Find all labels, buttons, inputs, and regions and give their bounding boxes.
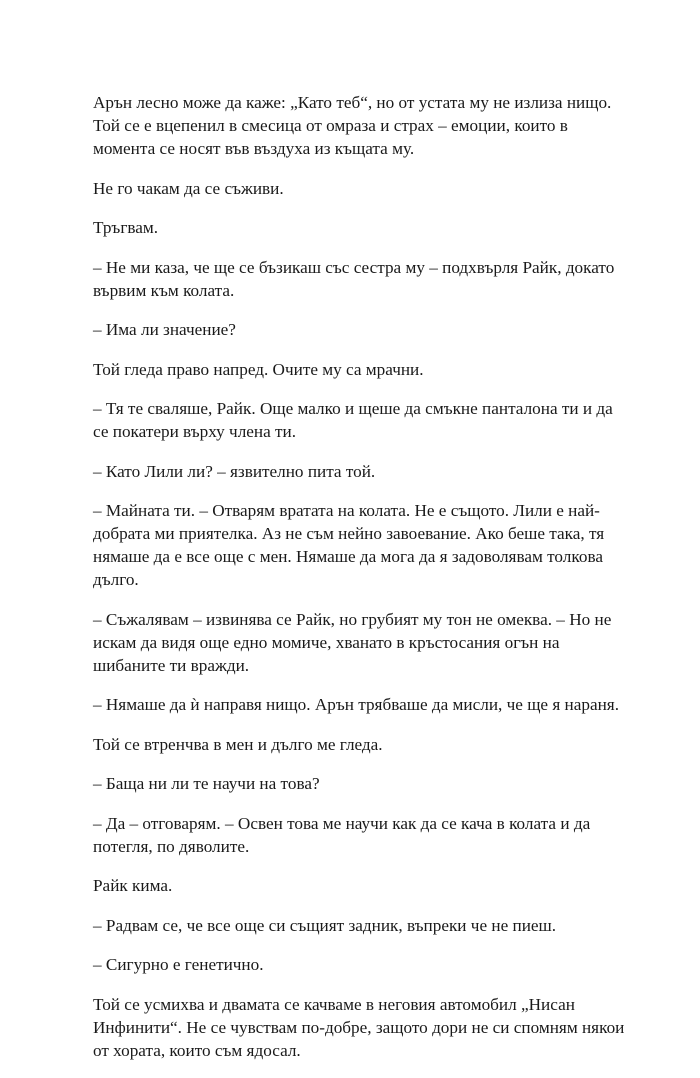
paragraph: Той се втренчва в мен и дълго ме гледа. — [93, 734, 383, 754]
paragraph: – Радвам се, че все още си същият задник, въпреки че не пиеш. — [93, 915, 557, 935]
paragraph: – Съжалявам – извинява се Райк, но грубият му тон не омеква. – Но не искам да видя още едно момиче, хванато в кръстосания огън на шибаните ти вражди. — [93, 609, 612, 675]
paragraph: Той се усмихва и двамата се качваме в неговия автомобил „Нисан Инфинити“. Не се чувствам по-добре, защото дори не си спомням някои от хората, които съм ядосал. — [93, 994, 625, 1060]
paragraph: – Има ли значение? — [93, 320, 236, 339]
paragraph: – Майната ти. – Отварям вратата на колата. Не е същото. Лили е най-добрата ми приятелка. Аз не съм нейно завоевание. Ако беше така, тя нямаше да е все още с мен. Нямаше да мога да я задоволявам толкова дълго. — [93, 501, 605, 589]
paragraph: Не го чакам да се съживи. — [93, 178, 284, 198]
paragraph: – Не ми каза, че ще се бъзикаш със сестра му – подхвърля Райк, докато вървим към колата. — [93, 257, 615, 300]
paragraph: – Тя те сваляше, Райк. Още малко и щеше да смъкне панталона ти и да се покатери върху члена ти. — [93, 399, 613, 441]
paragraph: Тръгвам. — [93, 218, 159, 237]
paragraph: Райк кима. — [93, 876, 173, 895]
paragraph: – Като Лили ли? – язвително пита той. — [93, 461, 376, 481]
paragraph: – Да – отговарям. – Освен това ме научи как да се кача в колата и да потегля, по дяволите. — [93, 813, 591, 856]
paragraph: Арън лесно може да каже: „Като теб“, но от устата му не излиза нищо. Той се е вцепенил в смесица от омраза и страх – емоции, които в момента се носят във въздуха из къщата му. — [93, 93, 612, 158]
paragraph: – Баща ни ли те научи на това? — [93, 774, 320, 793]
body-text — [93, 91, 625, 1078]
paragraph: Той гледа право напред. Очите му са мрачни. — [93, 359, 424, 379]
paragraph: – Нямаше да ѝ направя нищо. Арън трябваше да мисли, че ще я нараня. — [93, 695, 620, 714]
paragraph: – Сигурно е генетично. — [93, 955, 264, 974]
